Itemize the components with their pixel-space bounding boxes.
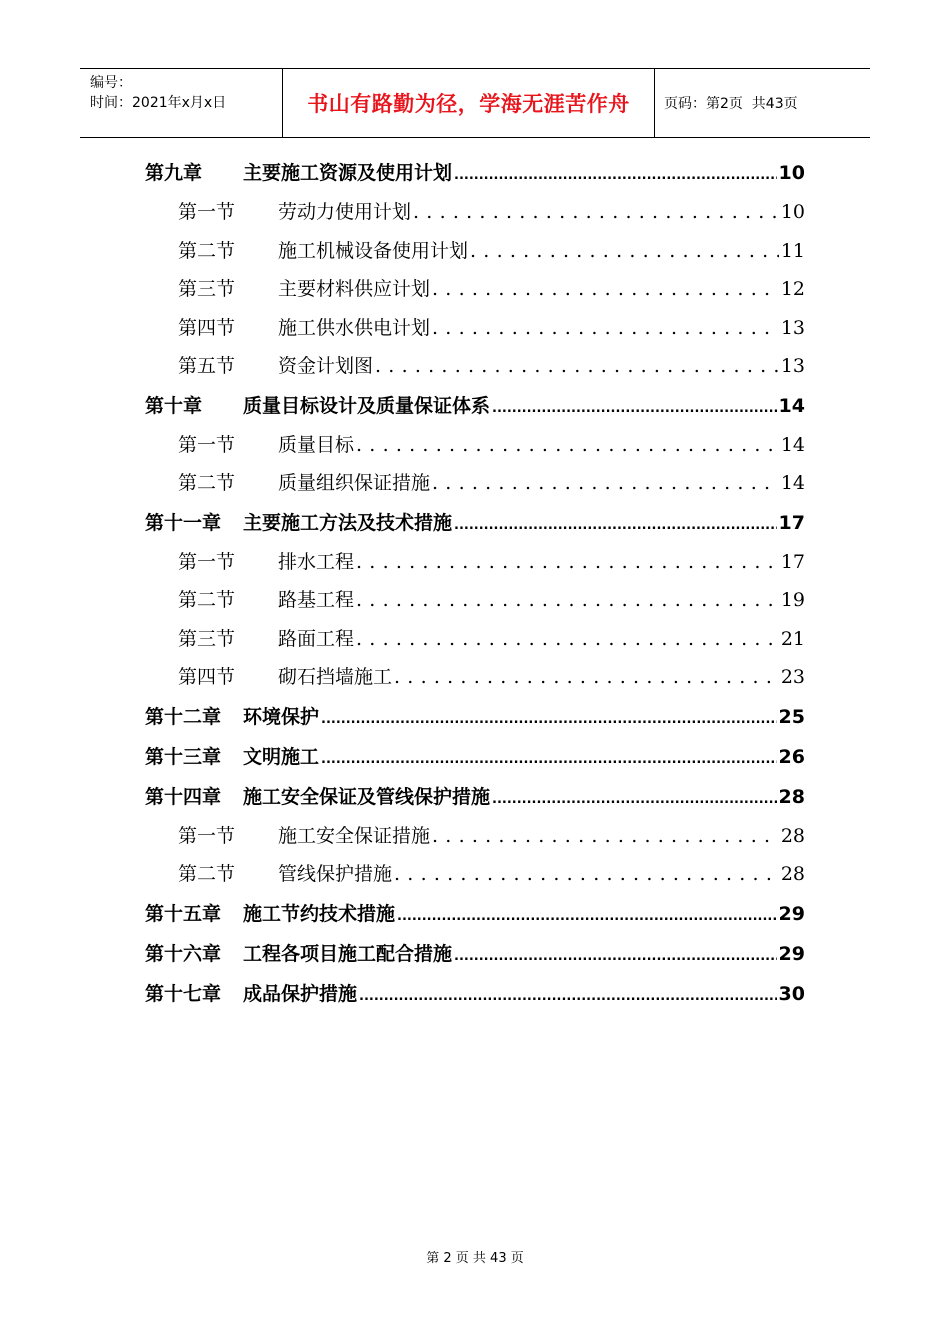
toc-section-row[interactable] bbox=[145, 543, 805, 582]
toc-dot-leader bbox=[432, 464, 779, 503]
toc-entry-title: 排水工程 bbox=[278, 550, 355, 573]
toc-entry-page: 14 bbox=[778, 394, 805, 417]
toc-entry-title: 施工安全保证及管线保护措施 bbox=[243, 785, 491, 808]
toc-entry-number: 第二节 bbox=[178, 589, 236, 611]
toc-section-row[interactable] bbox=[145, 193, 805, 232]
toc-dot-leader bbox=[432, 817, 779, 856]
toc-entry-title: 主要施工资源及使用计划 bbox=[243, 162, 453, 184]
toc-entry-title: 工程各项目施工配合措施 bbox=[243, 942, 453, 965]
toc-dot-leader bbox=[394, 658, 779, 697]
toc-entry-number: 第二节 bbox=[178, 863, 236, 885]
toc-dot-leader bbox=[321, 697, 777, 740]
toc-entry-title: 施工供水供电计划 bbox=[278, 316, 431, 339]
toc-entry-title: 砌石挡墙施工 bbox=[278, 666, 393, 688]
toc-entry-title: 路面工程 bbox=[278, 627, 355, 650]
toc-dot-leader bbox=[470, 232, 779, 271]
toc-entry-page: 13 bbox=[780, 355, 805, 377]
toc-dot-leader bbox=[375, 347, 779, 386]
toc-entry-number: 第四节 bbox=[178, 666, 236, 688]
toc-entry-title: 成品保护措施 bbox=[243, 982, 358, 1005]
toc-entry-title: 施工节约技术措施 bbox=[243, 902, 396, 925]
toc-entry-number: 第一节 bbox=[178, 824, 236, 847]
toc-entry-number: 第五节 bbox=[178, 355, 236, 377]
toc-section-row[interactable] bbox=[145, 581, 805, 620]
toc-entry-page: 10 bbox=[778, 162, 805, 184]
header-page-cell bbox=[655, 69, 870, 137]
toc-entry-title: 质量目标 bbox=[278, 433, 355, 456]
toc-chapter-row[interactable] bbox=[145, 503, 805, 543]
toc-section-row[interactable] bbox=[145, 620, 805, 659]
toc-chapter-row[interactable] bbox=[145, 386, 805, 426]
toc-dot-leader bbox=[356, 581, 779, 620]
toc-entry-number: 第十七章 bbox=[145, 982, 222, 1005]
toc-entry-page: 19 bbox=[780, 589, 805, 611]
toc-section-row[interactable] bbox=[145, 464, 805, 503]
toc-entry-number: 第一节 bbox=[178, 201, 236, 223]
toc-entry-title: 管线保护措施 bbox=[278, 863, 393, 885]
page-footer bbox=[0, 1247, 950, 1266]
toc-entry-title: 劳动力使用计划 bbox=[278, 201, 412, 223]
toc-entry-number: 第九章 bbox=[145, 162, 203, 184]
toc-section-row[interactable] bbox=[145, 426, 805, 465]
toc-section-row[interactable] bbox=[145, 658, 805, 697]
toc-dot-leader bbox=[356, 620, 779, 659]
footer-page-number: 第 2 页 共 43 页 bbox=[426, 1251, 524, 1266]
toc-entry-page: 25 bbox=[778, 705, 805, 728]
toc-dot-leader bbox=[394, 855, 779, 894]
toc-entry-title: 资金计划图 bbox=[278, 355, 374, 377]
toc-chapter-row[interactable] bbox=[145, 894, 805, 934]
toc-chapter-row[interactable] bbox=[145, 974, 805, 1014]
header-number-label: 编号： bbox=[90, 75, 132, 91]
toc-dot-leader bbox=[432, 309, 779, 348]
toc-dot-leader bbox=[454, 503, 777, 546]
toc-entry-number: 第三节 bbox=[178, 627, 236, 650]
toc-entry-number: 第十五章 bbox=[145, 902, 222, 925]
toc-chapter-row[interactable] bbox=[145, 153, 805, 193]
toc-entry-page: 26 bbox=[778, 745, 805, 768]
toc-entry-number: 第二节 bbox=[178, 239, 236, 262]
toc-section-row[interactable] bbox=[145, 347, 805, 386]
toc-dot-leader bbox=[432, 270, 779, 309]
toc-section-row[interactable] bbox=[145, 309, 805, 348]
header-date-label: 时间：2021年x月x日 bbox=[90, 95, 227, 111]
toc-dot-leader bbox=[321, 737, 777, 780]
header-page-label: 页码：第2页 共43页 bbox=[664, 96, 798, 112]
toc-entry-page: 14 bbox=[780, 472, 805, 494]
toc-entry-page: 30 bbox=[778, 982, 805, 1005]
toc-entry-page: 21 bbox=[780, 627, 805, 650]
toc-section-row[interactable] bbox=[145, 270, 805, 309]
toc-entry-title: 主要材料供应计划 bbox=[278, 278, 431, 300]
toc-entry-page: 29 bbox=[778, 942, 805, 965]
toc-entry-number: 第一节 bbox=[178, 550, 236, 573]
toc-entry-page: 10 bbox=[780, 201, 805, 223]
toc-dot-leader bbox=[454, 153, 777, 196]
toc-dot-leader bbox=[492, 777, 777, 820]
toc-chapter-row[interactable] bbox=[145, 934, 805, 974]
toc-dot-leader bbox=[413, 193, 779, 232]
toc-dot-leader bbox=[359, 974, 777, 1017]
toc-dot-leader bbox=[397, 894, 777, 937]
toc-entry-number: 第十三章 bbox=[145, 745, 222, 768]
toc-entry-number: 第十四章 bbox=[145, 785, 222, 808]
toc-entry-page: 13 bbox=[780, 316, 805, 339]
toc-section-row[interactable] bbox=[145, 817, 805, 856]
toc-entry-number: 第四节 bbox=[178, 316, 236, 339]
toc-entry-number: 第一节 bbox=[178, 433, 236, 456]
toc-entry-number: 第十一章 bbox=[145, 511, 222, 534]
toc-entry-title: 环境保护 bbox=[243, 705, 320, 728]
toc-entry-page: 17 bbox=[780, 550, 805, 573]
toc-entry-title: 路基工程 bbox=[278, 589, 355, 611]
toc-entry-title: 施工机械设备使用计划 bbox=[278, 239, 469, 262]
header-motto: 书山有路勤为径，学海无涯苦作舟 bbox=[307, 92, 630, 116]
toc-entry-page: 23 bbox=[780, 666, 805, 688]
toc-entry-page: 11 bbox=[780, 239, 805, 262]
header-motto-cell bbox=[282, 69, 655, 137]
toc-entry-title: 施工安全保证措施 bbox=[278, 824, 431, 847]
header-meta bbox=[80, 69, 282, 137]
toc-entry-title: 质量组织保证措施 bbox=[278, 472, 431, 494]
toc-dot-leader bbox=[356, 543, 779, 582]
toc-chapter-row[interactable] bbox=[145, 777, 805, 817]
toc-dot-leader bbox=[356, 426, 779, 465]
toc-chapter-row[interactable] bbox=[145, 697, 805, 737]
toc-entry-number: 第十六章 bbox=[145, 942, 222, 965]
toc-entry-page: 28 bbox=[780, 824, 805, 847]
toc-section-row[interactable] bbox=[145, 855, 805, 894]
toc-entry-number: 第十章 bbox=[145, 394, 203, 417]
toc-entry-number: 第三节 bbox=[178, 278, 236, 300]
table-of-contents bbox=[145, 153, 805, 1014]
toc-section-row[interactable] bbox=[145, 232, 805, 271]
toc-entry-page: 28 bbox=[778, 785, 805, 808]
toc-entry-title: 文明施工 bbox=[243, 745, 320, 768]
toc-dot-leader bbox=[454, 934, 777, 977]
toc-entry-page: 17 bbox=[778, 511, 805, 534]
toc-chapter-row[interactable] bbox=[145, 737, 805, 777]
toc-entry-number: 第十二章 bbox=[145, 705, 222, 728]
toc-entry-page: 14 bbox=[780, 433, 805, 456]
toc-entry-page: 28 bbox=[780, 863, 805, 885]
toc-dot-leader bbox=[492, 386, 777, 429]
page-header bbox=[80, 68, 870, 138]
toc-entry-title: 质量目标设计及质量保证体系 bbox=[243, 394, 491, 417]
toc-entry-title: 主要施工方法及技术措施 bbox=[243, 511, 453, 534]
toc-entry-page: 29 bbox=[778, 902, 805, 925]
toc-entry-page: 12 bbox=[780, 278, 805, 300]
toc-entry-number: 第二节 bbox=[178, 472, 236, 494]
